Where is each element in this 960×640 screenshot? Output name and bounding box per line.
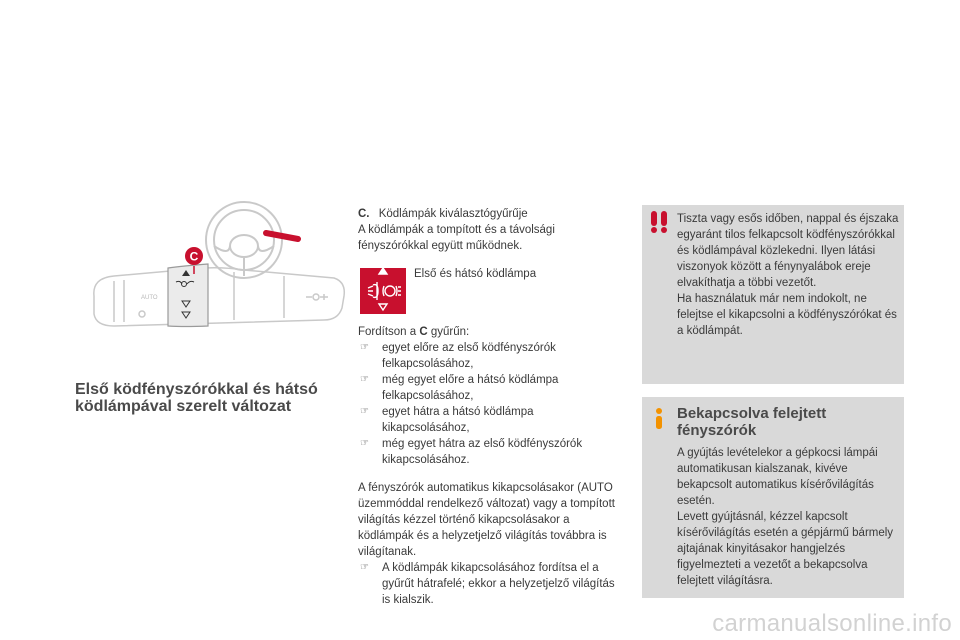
- warning-text-2: Ha használatuk már nem indokolt, ne felejtse el kikapcsolni a ködfényszórókat és a ködlámpát.: [677, 293, 897, 337]
- steering-wheel-icon: [206, 202, 282, 278]
- lighting-stalk-illustration: [84, 196, 350, 346]
- front-rear-fog-lamp-icon: [360, 268, 406, 314]
- watermark: carmanualsonline.info: [712, 610, 952, 637]
- info-text: [677, 445, 899, 589]
- warning-text: [677, 211, 899, 339]
- lamp-caption: Első és hátsó ködlámpa: [414, 268, 537, 280]
- info-text-1: A gyújtás levételekor a gépkocsi lámpái automatikusan kialszanak, kivéve bekapcsolt automatikus kísérővilágítás esetén.: [677, 447, 878, 507]
- callout-c-label: C: [189, 249, 199, 264]
- stalk-auto-label: AUTO: [141, 295, 158, 301]
- bullet-hand-icon: ☞: [360, 562, 369, 573]
- lamp-row: [358, 264, 620, 324]
- list-item: ☞ egyet hátra a hátsó ködlámpa kikapcsolásához,: [360, 406, 534, 434]
- list-item: ☞ még egyet hátra az első ködfényszórók kikapcsolásához.: [360, 438, 583, 466]
- turn-suffix: gyűrűn:: [430, 326, 470, 338]
- fog-ring-icon: [168, 264, 208, 327]
- list-item: ☞ A ködlámpák kikapcsolásához fordítsa el a gyűrűt hátrafelé; ekkor a helyzetjelző világítás is kialszik.: [360, 562, 615, 606]
- intro-heading-text: Ködlámpák kiválasztógyűrűje: [378, 208, 528, 220]
- turn-steps-list: [358, 340, 620, 468]
- main-text-column: [358, 206, 620, 608]
- warning-text-1: Tiszta vagy esős időben, nappal és éjszaka egyaránt tilos felkapcsolt ködfényszórókkal és ködlámpával közlekedni. Ilyen látási viszonyok között a fénynyalábok ereje elvakíthatja a többi vezetőt.: [677, 213, 899, 289]
- stalk-drawing: [84, 196, 350, 346]
- auto-steps-list: [358, 560, 620, 608]
- info-text-2: Levett gyújtásnál, kézzel kapcsolt kísérővilágítás esetén a gépjármű bármely ajtajának kinyitásakor hangjelzés figyelmezteti a vezetőt a bekapcsolva felejtett világításra.: [677, 511, 894, 587]
- intro-heading: [358, 206, 620, 222]
- bullet-hand-icon: ☞: [360, 406, 369, 417]
- auto-paragraph: A fényszórók automatikus kikapcsolásakor (AUTO üzemmóddal rendelkező változat) vagy a tompított világítás kézzel történő kikapcsolásakor a ködlámpák és a helyzetjelző világítás továbbra is világítanak.: [358, 482, 615, 558]
- warning-box: [642, 205, 904, 384]
- intro-label: C.: [358, 208, 370, 220]
- list-item: ☞ még egyet előre a hátsó ködlámpa felkapcsolásához,: [360, 374, 559, 402]
- intro-text: A ködlámpák a tompított és a távolsági fényszórókkal együtt működnek.: [358, 224, 555, 252]
- turn-instruction: [358, 324, 620, 340]
- wiper-stalk-icon: [266, 233, 298, 239]
- list-item: ☞ egyet előre az első ködfényszórók felkapcsolásához,: [360, 342, 556, 370]
- info-box: [642, 397, 904, 598]
- info-icon: [646, 405, 672, 431]
- turn-ring: C: [419, 326, 428, 338]
- turn-prefix: Fordítson a: [358, 326, 417, 338]
- bullet-hand-icon: ☞: [360, 438, 369, 449]
- light-stalk-icon: [94, 268, 344, 326]
- section-title: Első ködfényszórókkal és hátsó ködlámpával szerelt változat: [75, 381, 318, 415]
- bullet-hand-icon: ☞: [360, 374, 369, 385]
- bullet-hand-icon: ☞: [360, 342, 369, 353]
- warning-exclamation-icon: [646, 209, 672, 235]
- info-heading: Bekapcsolva felejtett fényszórók: [677, 405, 827, 439]
